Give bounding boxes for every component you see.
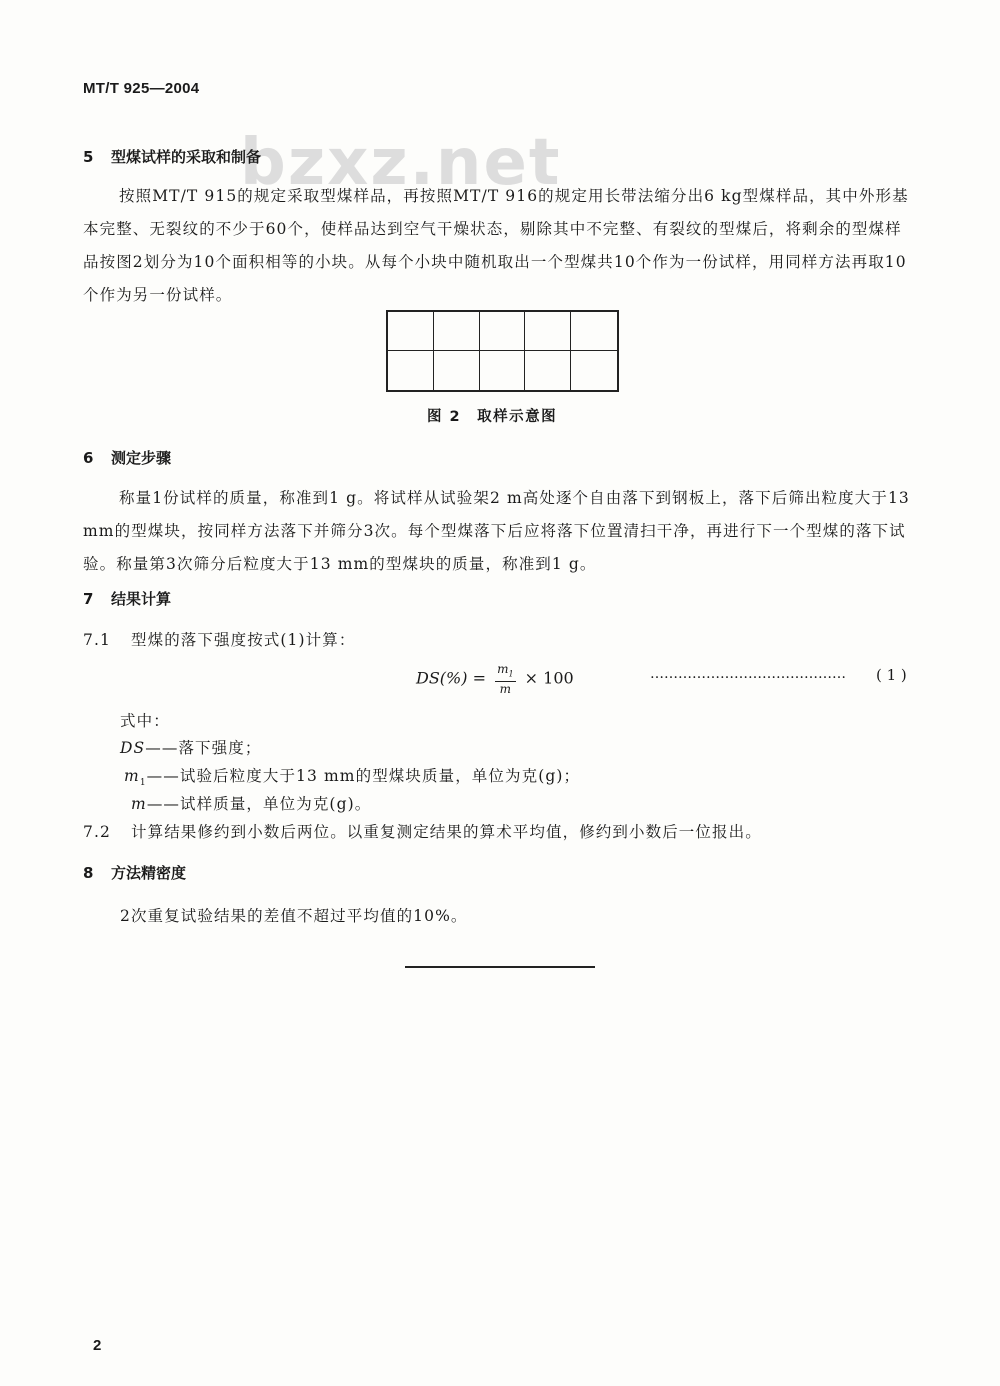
grid-cell (434, 312, 480, 351)
definition-ds: DS——落下强度； (120, 739, 262, 757)
formula-leader-dots: …………………………………… (650, 666, 846, 682)
clause-number: 7.1 (83, 631, 111, 649)
section-7-heading (83, 588, 171, 609)
section-8-paragraph: 2次重复试验结果的差值不超过平均值的10%。 (120, 907, 468, 925)
definition-m: m——试样质量，单位为克(g)。 (131, 795, 372, 813)
definition-text: 落下强度； (178, 739, 262, 757)
grid-cell (525, 312, 571, 351)
end-rule (405, 966, 595, 968)
grid-cell (388, 312, 434, 351)
grid-cell (525, 351, 571, 390)
grid-cell (434, 351, 480, 390)
clause-text: 计算结果修约到小数后两位。以重复测定结果的算术平均值，修约到小数后一位报出。 (131, 823, 762, 841)
definition-symbol: DS (120, 739, 146, 757)
grid-cell (571, 351, 617, 390)
clause-7-2 (83, 820, 762, 842)
section-5-heading (83, 146, 261, 167)
section-title: 方法精密度 (111, 864, 187, 882)
section-5-paragraph: 按照MT/T 915的规定采取型煤样品，再按照MT/T 916的规定用长带法缩分出6 kg型煤样品，其中外形基本完整、无裂纹的不少于60个，使样品达到空气干燥状态，剔除其中不完整、有裂纹的型煤后，将剩余的型煤样品按图2划分为10个面积相等的小块。从每个小块中随机取出一个型煤共10个作为一份试样，用同样方法再取10个作为另一份试样。 (83, 187, 909, 304)
figure-caption: 图 2 取样示意图 (427, 409, 558, 425)
clause-number: 7.2 (83, 823, 111, 841)
definition-m1: $m_1——$试验后粒度大于13 mm的型煤块质量，单位为克(g)； (124, 767, 581, 789)
definition-text: 试样质量，单位为克(g)。 (180, 795, 372, 813)
section-number: 7 (83, 590, 94, 608)
grid-cell (388, 351, 434, 390)
definition-text: 试验后粒度大于13 mm的型煤块质量，单位为克(g)； (179, 767, 581, 785)
section-title: 型煤试样的采取和制备 (111, 148, 262, 166)
definition-symbol: m (124, 767, 140, 785)
clause-7-1 (83, 628, 355, 650)
grid-cell (571, 312, 617, 351)
clause-text: 型煤的落下强度按式(1)计算： (131, 631, 356, 649)
standard-code: MT/T 925—2004 (83, 80, 200, 97)
page-number: 2 (93, 1337, 102, 1354)
grid-cell (480, 351, 526, 390)
fraction-denominator: m (499, 682, 511, 697)
section-title: 测定步骤 (111, 449, 172, 467)
watermark: bzxz.net (240, 126, 562, 200)
fraction-numerator: $m_1$ (495, 662, 515, 682)
grid-cell (480, 312, 526, 351)
equation-number: ( 1 ) (876, 666, 907, 684)
definition-symbol: m (131, 795, 147, 813)
section-number: 6 (83, 449, 94, 467)
section-6-heading (83, 447, 171, 468)
section-number: 8 (83, 864, 94, 882)
sampling-grid-figure (386, 310, 619, 392)
formula-fraction (495, 662, 515, 696)
formula-1 (416, 662, 574, 696)
formula-lhs: DS(%) = (416, 668, 486, 688)
section-6-paragraph: 称量1份试样的质量，称准到1 g。将试样从试验架2 m高处逐个自由落下到钢板上，落下后筛出粒度大于13 mm的型煤块，按同样方法落下并筛分3次。每个型煤落下后应将落下位置清扫干净，再进行下一个型煤的落下试验。称量第3次筛分后粒度大于13 mm的型煤块的质量，称准到1 g。 (83, 489, 910, 573)
formula-rhs: × 100 (524, 668, 574, 688)
section-8-heading (83, 862, 186, 883)
where-label: 式中： (120, 712, 170, 730)
section-title: 结果计算 (111, 590, 172, 608)
section-number: 5 (83, 148, 94, 166)
